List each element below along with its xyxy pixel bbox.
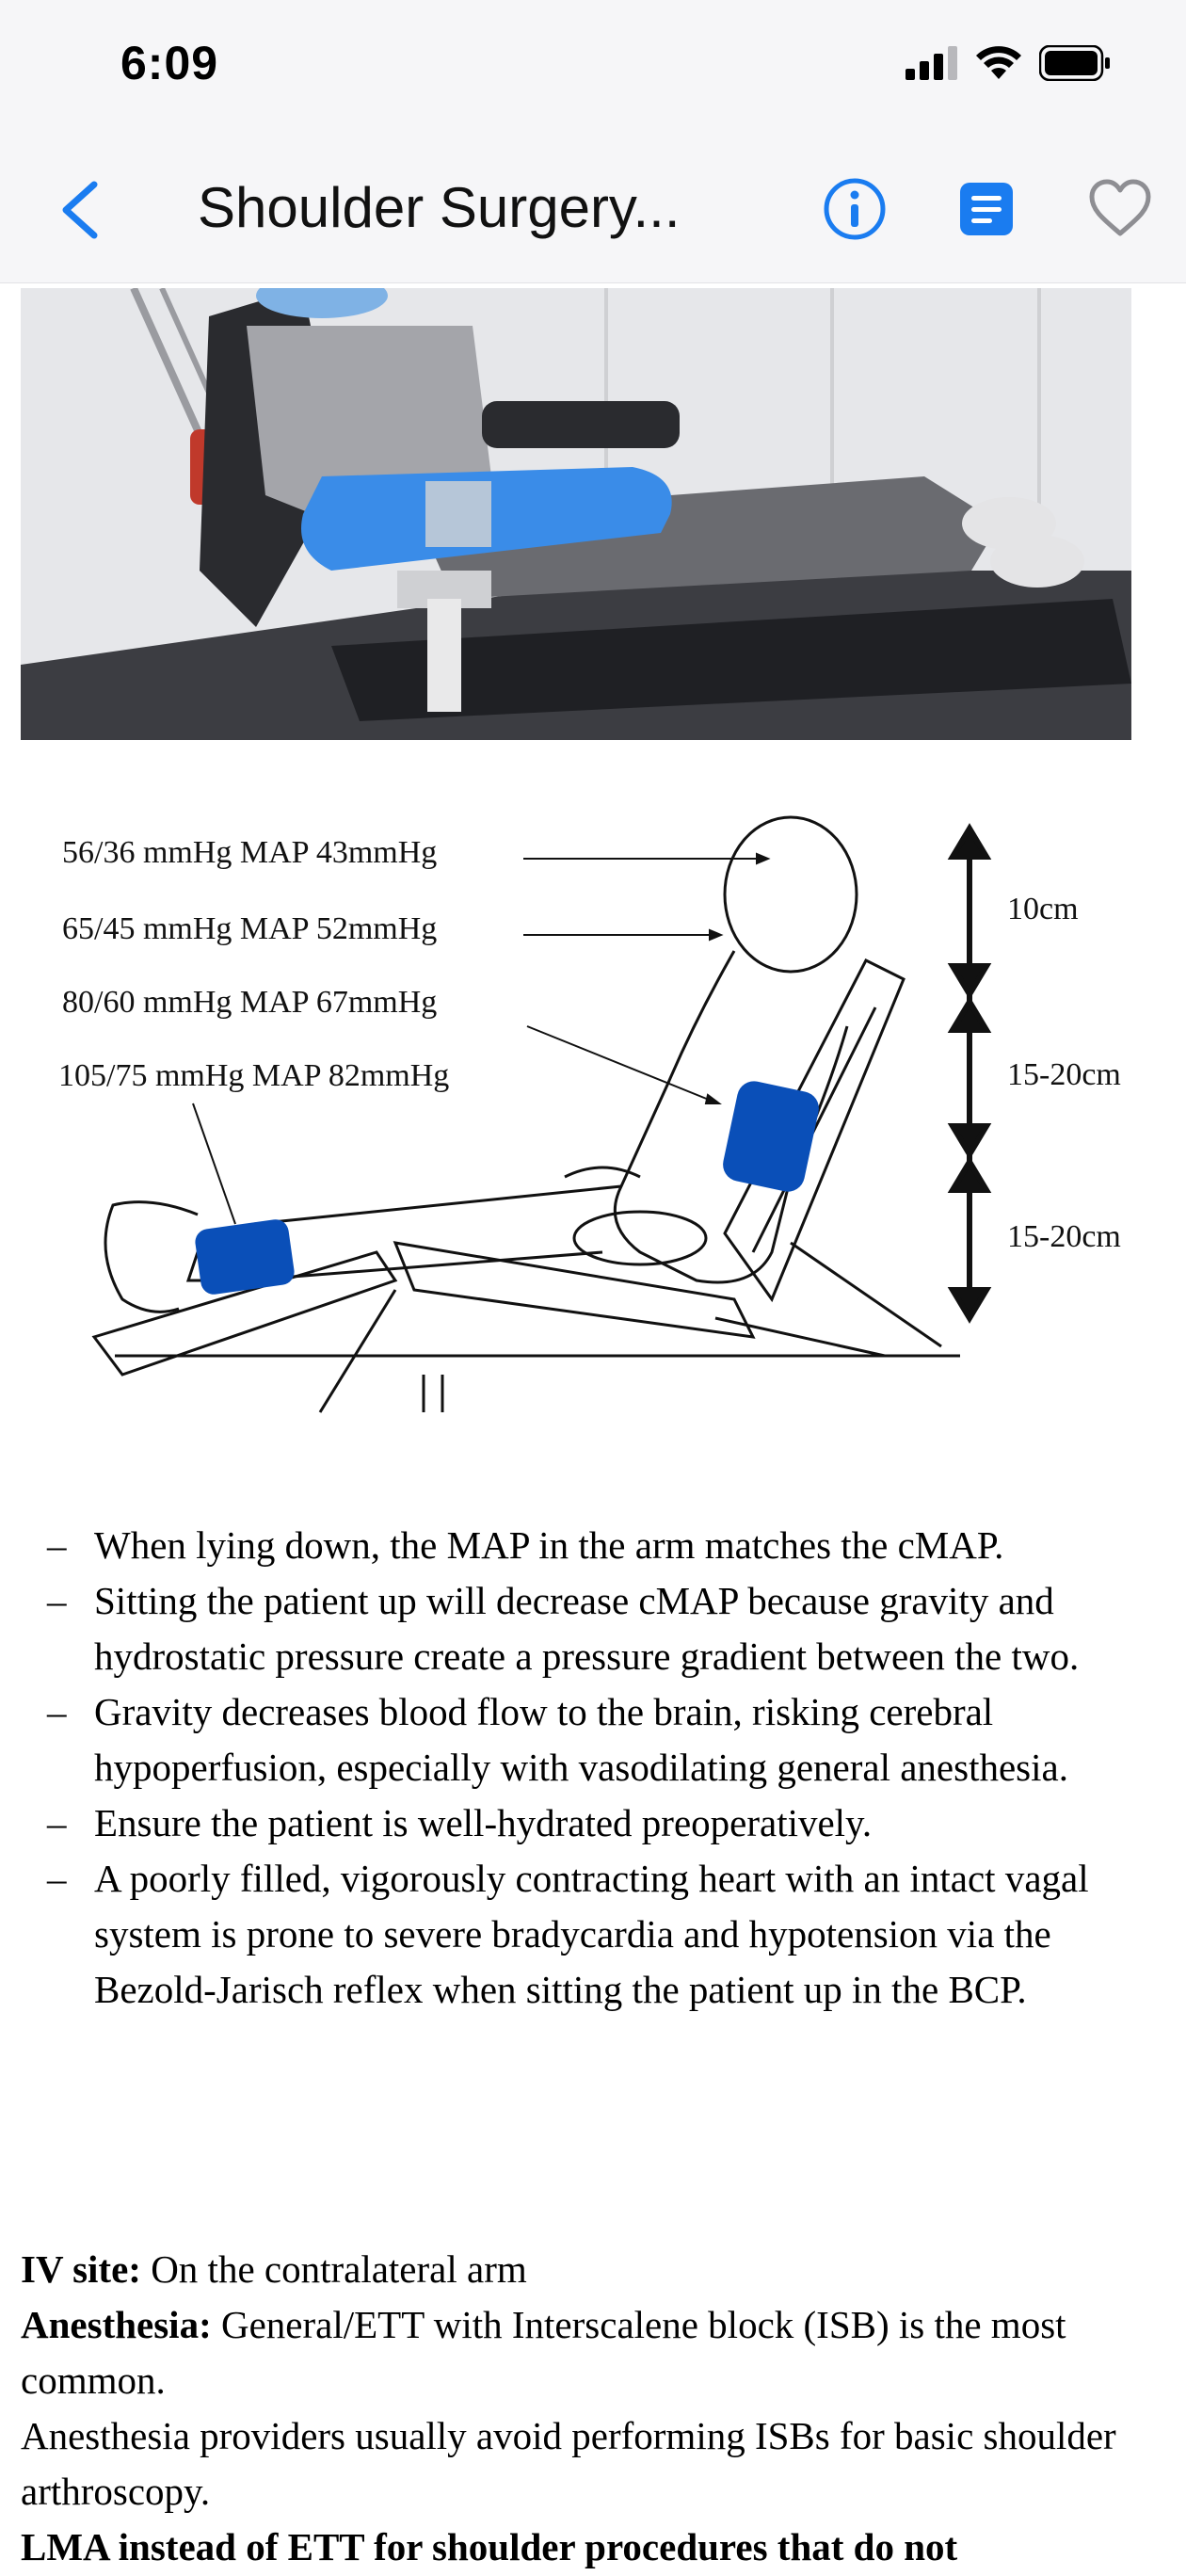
status-bar	[0, 0, 1186, 141]
bp-label-head: 56/36 mmHg MAP 43mmHg	[62, 835, 438, 870]
bullet-list	[47, 1518, 1158, 2018]
height-label-10cm: 10cm	[1007, 892, 1079, 926]
bp-cuff-leg	[194, 1217, 296, 1296]
list-item: – Ensure the patient is well-hydrated preoperatively.	[47, 1801, 873, 1844]
back-chevron-icon[interactable]	[53, 177, 109, 243]
patient-positioning-photo	[21, 288, 1131, 740]
battery-icon	[1039, 45, 1111, 81]
height-arrows	[953, 829, 986, 1318]
list-item: – Gravity decreases blood flow to the brain, risking cerebral hypoperfusion, especially with vasodilating general anesthesia.	[47, 1690, 1068, 1789]
bp-label-leg: 105/75 mmHg MAP 82mmHg	[58, 1058, 450, 1093]
list-item: – When lying down, the MAP in the arm matches the cMAP.	[47, 1523, 1004, 1567]
bp-gradient-diagram	[38, 810, 1148, 1450]
status-icons	[906, 45, 1111, 81]
isb-note: Anesthesia providers usually avoid performing ISBs for basic shoulder arthroscopy.	[21, 2414, 1116, 2513]
navigation-bar	[0, 141, 1186, 283]
bp-label-neck: 65/45 mmHg MAP 52mmHg	[62, 911, 438, 946]
chair-outline	[94, 960, 960, 1412]
bp-label-arm: 80/60 mmHg MAP 67mmHg	[62, 985, 438, 1020]
wifi-icon	[975, 45, 1022, 81]
body-text	[21, 2242, 1160, 2575]
cellular-signal-icon	[906, 46, 958, 80]
list-item: – A poorly filled, vigorously contracting heart with an intact vagal system is prone to severe bradycardia and hypotension via the Bezold-Jarisch reflex when sitting the patient up in the BCP.	[47, 1857, 1089, 2011]
anesthesia-label: Anesthesia:	[21, 2303, 212, 2346]
lma-note: LMA instead of ETT for shoulder procedures that do not	[21, 2525, 958, 2568]
anesthesia-paragraph: Anesthesia: General/ETT with Interscalene block (ISB) is the most common.	[21, 2303, 1066, 2402]
notes-icon[interactable]	[953, 175, 1020, 243]
iv-site-paragraph: IV site: On the contralateral arm	[21, 2247, 527, 2291]
iv-site-label: IV site:	[21, 2247, 141, 2291]
bp-cuff-arm	[720, 1078, 823, 1195]
heart-favorite-icon[interactable]	[1086, 175, 1154, 243]
height-label-lower: 15-20cm	[1007, 1219, 1121, 1254]
pointer-lines	[193, 854, 768, 1224]
list-item: – Sitting the patient up will decrease cMAP because gravity and hydrostatic pressure create a pressure gradient between the two.	[47, 1579, 1080, 1678]
info-icon[interactable]	[821, 175, 889, 243]
beach-chair-photo-illustration	[21, 288, 1131, 740]
height-label-upper: 15-20cm	[1007, 1057, 1121, 1092]
page-title: Shoulder Surgery...	[198, 176, 681, 239]
status-time: 6:09	[120, 37, 219, 89]
